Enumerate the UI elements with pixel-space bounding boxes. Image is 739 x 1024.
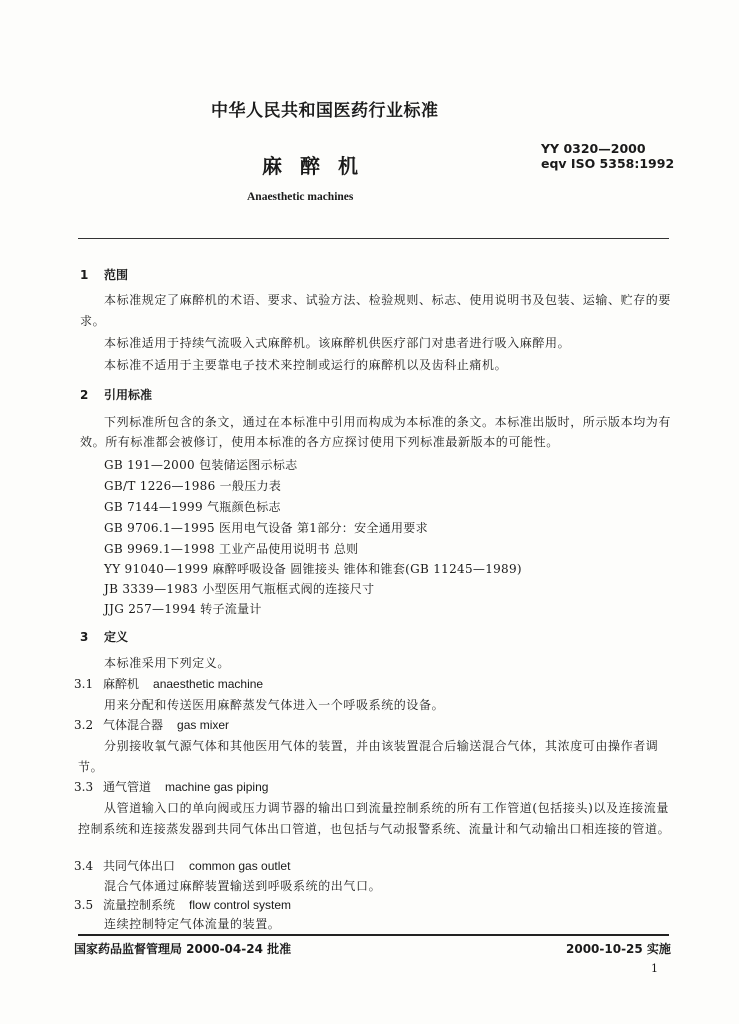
reference-item: GB 7144—1999 气瓶颜色标志	[104, 500, 281, 514]
definition-description: 从管道输入口的单向阀或压力调节器的输出口到流量控制系统的所有工作管道(包括接头)以及连接流量控制系统和连接蒸发器到共同气体出口管道，也包括与气动报警系统、流量计和气动输出口相连接的管道。	[78, 801, 671, 836]
section-1-para-1: 本标准规定了麻醉机的术语、要求、试验方法、检验规则、标志、使用说明书及包装、运输、贮存的要求。	[80, 293, 672, 328]
section-1-para-3: 本标准不适用于主要靠电子技术来控制或运行的麻醉机以及齿科止痛机。	[104, 358, 508, 372]
reference-item: GB 191—2000 包装储运图示标志	[104, 458, 298, 472]
page-number: 1	[651, 962, 658, 975]
definition-description: 用来分配和传送医用麻醉蒸发气体进入一个呼吸系统的设备。	[104, 698, 445, 712]
definition-term: 3.3 通气管道 machine gas piping	[74, 780, 269, 794]
definition-term: 3.1 麻醉机 anaesthetic machine	[74, 677, 264, 691]
document-title-en: Anaesthetic machines	[247, 191, 354, 203]
section-1-para-2: 本标准适用于持续气流吸入式麻醉机。该麻醉机供医疗部门对患者进行吸入麻醉用。	[104, 336, 571, 350]
definition-term: 3.5 流量控制系统 flow control system	[74, 898, 292, 912]
section-2-heading: 2 引用标准	[80, 388, 153, 402]
section-2-intro: 下列标准所包含的条文，通过在本标准中引用而构成为本标准的条文。本标准出版时，所示版本均为有效。所有标准都会被修订，使用本标准的各方应探讨使用下列标准最新版本的可能性。	[80, 415, 672, 449]
section-3-heading: 3 定义	[80, 630, 129, 644]
reference-item: JJG 257—1994 转子流量计	[104, 602, 262, 616]
reference-item: GB 9969.1—1998 工业产品使用说明书 总则	[104, 542, 359, 556]
section-1-heading: 1 范围	[80, 268, 129, 282]
reference-item: YY 91040—1999 麻醉呼吸设备 圆锥接头 锥体和锥套(GB 11245—1989)	[104, 562, 522, 576]
definition-term: 3.2 气体混合器 gas mixer	[74, 718, 230, 732]
section-3-intro: 本标准采用下列定义。	[104, 656, 231, 670]
document-title: 麻醉机	[262, 154, 376, 178]
iso-equivalent: eqv ISO 5358:1992	[541, 156, 675, 171]
approval-info: 国家药品监督管理局 2000-04-24 批准	[74, 942, 292, 956]
definition-term: 3.4 共同气体出口 common gas outlet	[74, 859, 291, 873]
definition-description: 分别接收氧气源气体和其他医用气体的装置，并由该装置混合后输送混合气体，其浓度可由操作者调节。	[78, 739, 659, 774]
definition-description: 连续控制特定气体流量的装置。	[104, 917, 281, 931]
definition-description: 混合气体通过麻醉装置输送到呼吸系统的出气口。	[104, 879, 382, 893]
reference-item: GB/T 1226—1986 一般压力表	[104, 479, 282, 493]
standard-code	[541, 141, 674, 171]
standard-number: YY 0320—2000	[541, 141, 646, 156]
effective-date: 2000-10-25 实施	[566, 942, 671, 956]
reference-item: GB 9706.1—1995 医用电气设备 第1部分：安全通用要求	[104, 521, 428, 535]
footer-divider	[78, 934, 669, 936]
header-divider	[78, 238, 669, 239]
org-title: 中华人民共和国医药行业标准	[211, 101, 439, 121]
reference-item: JB 3339—1983 小型医用气瓶框式阀的连接尺寸	[104, 582, 375, 596]
